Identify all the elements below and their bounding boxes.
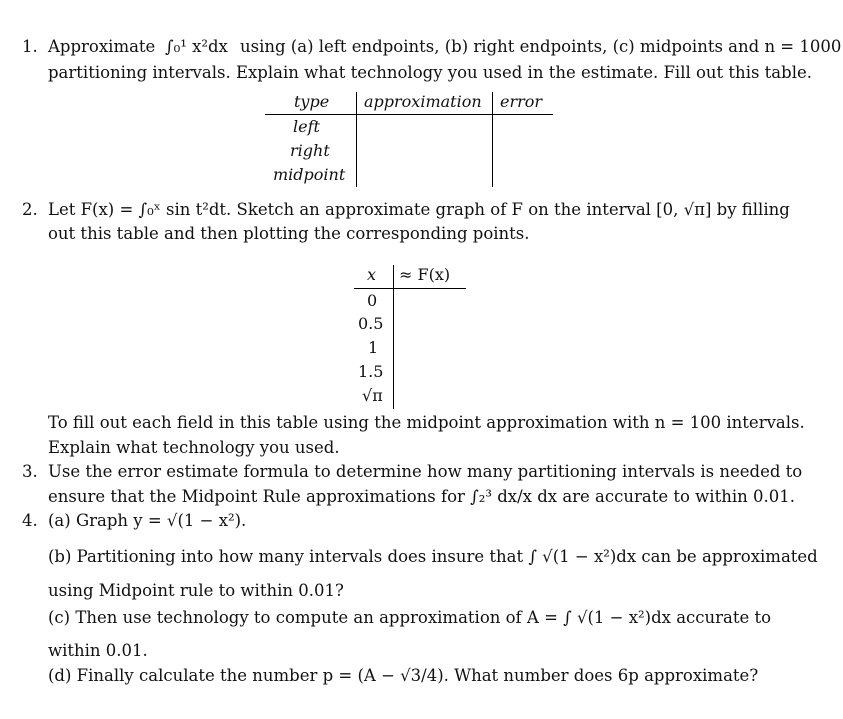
table-header-approximation: approximation xyxy=(364,92,482,111)
table-row-midpoint: midpoint xyxy=(273,165,346,184)
problem-4-part-d: (d) Finally calculate the number p = (A − √3/4). What number does 6p approximate? xyxy=(48,666,759,685)
problem-2-after-1: To fill out each field in this table using the midpoint approximation with n = 100 intervals. xyxy=(48,413,805,432)
problem-4-part-c-line-2: within 0.01. xyxy=(48,641,148,660)
table-header-type: type xyxy=(294,92,330,111)
problem-4-number: 4. xyxy=(22,511,38,530)
problem-4-part-c-line-1: (c) Then use technology to compute an approximation of A = ∫ √(1 − x²)dx accurate to xyxy=(48,608,772,627)
table-divider-2 xyxy=(492,92,493,187)
table-divider xyxy=(393,265,394,409)
table-row-right: right xyxy=(290,141,330,160)
table-row-x-1.5: 1.5 xyxy=(358,362,384,381)
problem-2-number: 2. xyxy=(22,200,38,219)
problem-1-line-1: Approximate xyxy=(48,37,156,56)
table-row-x-1: 1 xyxy=(368,338,379,357)
table-header-error: error xyxy=(500,92,543,111)
problem-3-number: 3. xyxy=(22,462,38,481)
problem-2-after-2: Explain what technology you used. xyxy=(48,438,340,457)
table-header-x: x xyxy=(367,265,377,284)
problem-1-line-1-suffix: using (a) left endpoints, (b) right endpoints, (c) midpoints and n = 1000 xyxy=(240,37,842,56)
problem-3-line-2: ensure that the Midpoint Rule approximations for ∫₂³ dx/x dx are accurate to within 0.01. xyxy=(48,487,795,506)
problem-4-part-b-line-2: using Midpoint rule to within 0.01? xyxy=(48,581,344,600)
table-row-x-sqrt-pi: √π xyxy=(362,386,383,405)
problem-2-line-2: out this table and then plotting the corresponding points. xyxy=(48,224,530,243)
table-row-left: left xyxy=(293,117,320,136)
problem-3-line-1: Use the error estimate formula to determine how many partitioning intervals is needed to xyxy=(48,462,803,481)
problem-1-line-2: partitioning intervals. Explain what technology you used in the estimate. Fill out this table. xyxy=(48,63,812,82)
problem-2-line-1: Let F(x) = ∫₀ˣ sin t²dt. Sketch an approximate graph of F on the interval [0, √π] by filling xyxy=(48,200,790,219)
problem-4-part-a: (a) Graph y = √(1 − x²). xyxy=(48,511,247,530)
problem-1-integral: ∫₀¹ x²dx xyxy=(165,37,228,56)
problem-4-part-b-line-1: (b) Partitioning into how many intervals does insure that ∫ √(1 − x²)dx can be approximated xyxy=(48,547,818,566)
table-header-rule xyxy=(354,288,466,289)
table-row-x-0.5: 0.5 xyxy=(358,314,384,333)
table-divider-1 xyxy=(356,92,357,187)
table-header-rule xyxy=(265,114,553,115)
problem-1-number: 1. xyxy=(22,37,38,56)
table-row-x-0: 0 xyxy=(367,291,378,310)
table-header-fx: ≈ F(x) xyxy=(399,265,451,284)
